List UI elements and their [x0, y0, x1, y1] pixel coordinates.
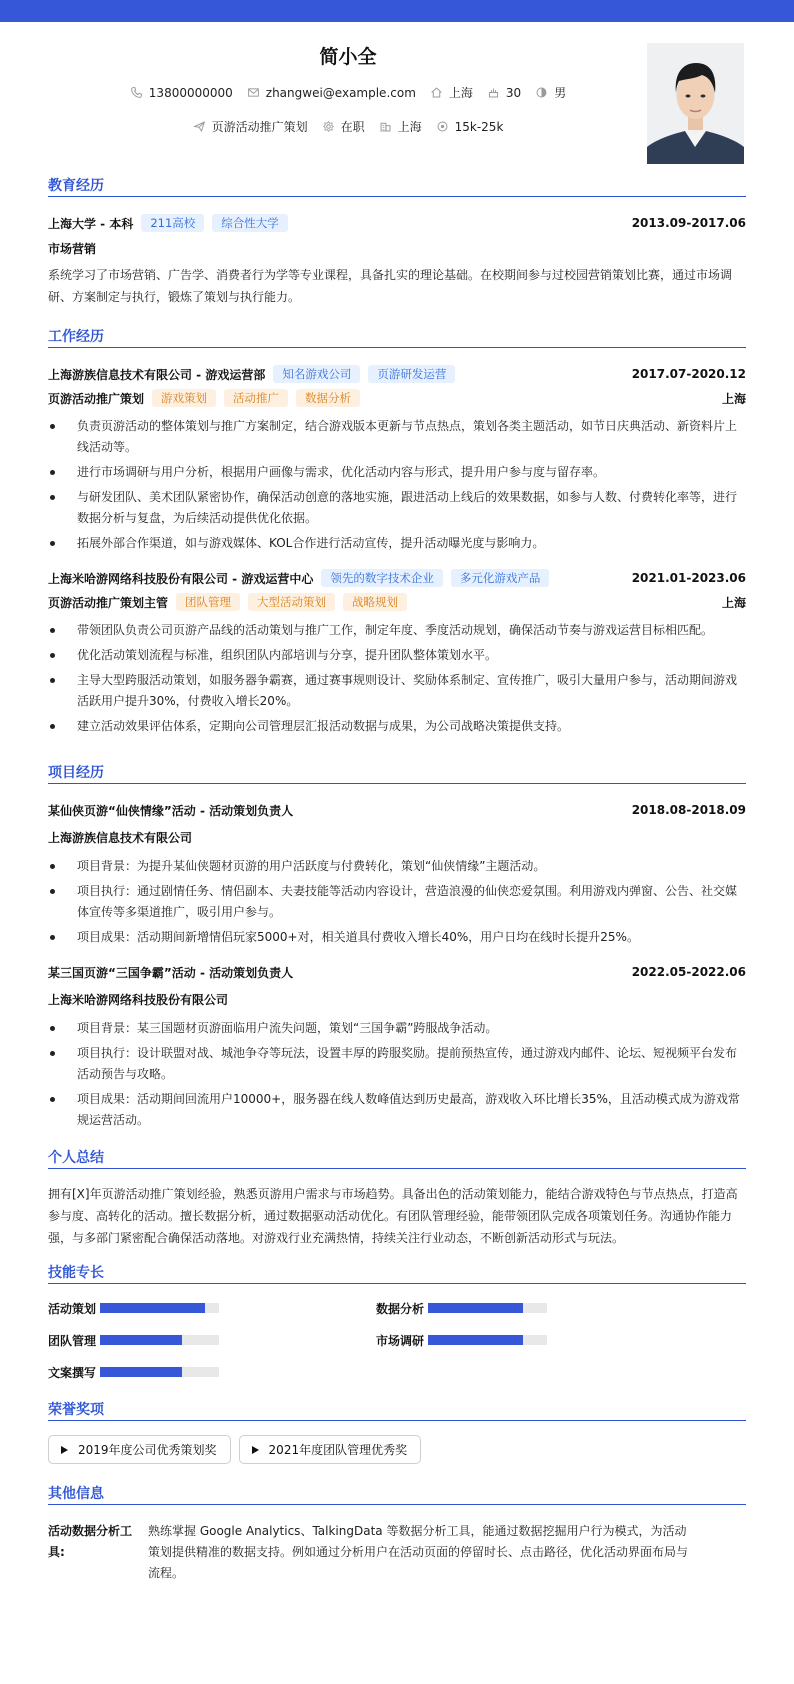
skill-bar: [428, 1303, 547, 1313]
intent-row: [48, 118, 648, 135]
award-item: [48, 1435, 231, 1464]
skill-fill: [100, 1303, 205, 1313]
gear-icon: [322, 120, 335, 133]
project-bullets: [48, 856, 746, 948]
list-item: 带领团队负责公司页游产品线的活动策划与推广工作，制定年度、季度活动规划，确保活动节奏与游戏运营目标相匹配。: [48, 620, 746, 641]
list-item: 项目背景：某三国题材页游面临用户流失问题，策划“三国争霸”跨服战争活动。: [48, 1018, 746, 1039]
education-title: 教育经历: [48, 175, 746, 197]
skill-bar: [100, 1303, 219, 1313]
company-tag: 多元化游戏产品: [451, 569, 550, 587]
email-item: [247, 86, 416, 100]
candidate-name: 简小全: [319, 46, 377, 68]
education-entry: [48, 211, 746, 308]
work-bullets: [48, 416, 746, 554]
gender-item: [535, 84, 566, 101]
company-tag: 领先的数字技术企业: [321, 569, 443, 587]
work-date: 2021.01-2023.06: [631, 571, 746, 585]
project-company: 上海米哈游网络科技股份有限公司: [48, 993, 229, 1007]
skill-item: [376, 1298, 547, 1318]
skills-section: [48, 1262, 746, 1394]
project-company: 上海游族信息技术有限公司: [48, 831, 193, 845]
skill-bar: [100, 1367, 219, 1377]
play-icon: [252, 1446, 259, 1454]
awards-title: 荣誉奖项: [48, 1399, 746, 1421]
mail-icon: [247, 86, 260, 99]
list-item: 进行市场调研与用户分析，根据用户画像与需求，优化活动内容与形式，提升用户参与度与留存率。: [48, 462, 746, 483]
list-item: 项目背景：为提升某仙侠题材页游的用户活跃度与付费转化，策划“仙侠情缘”主题活动。: [48, 856, 746, 877]
salary-item: [436, 120, 504, 134]
skill-item: [48, 1362, 219, 1382]
project-entry: [48, 960, 746, 1131]
location-text: 上海: [448, 86, 473, 100]
location-item: [430, 84, 473, 101]
status-text: 在职: [340, 120, 365, 134]
other-text: 熟练掌握 Google Analytics、TalkingData 等数据分析工具，能通过数据挖掘用户行为模式，为活动策划提供精准的数据支持。例如通过分析用户在活动页面的停留时长、点击路径，优化活动界面布局与流程。: [148, 1524, 689, 1580]
work-section: [48, 326, 746, 741]
project-name: 某仙侠页游“仙侠情缘”活动 - 活动策划负责人: [48, 803, 294, 818]
project-date: 2018.08-2018.09: [631, 803, 746, 817]
company-tag: 页游研发运营: [368, 365, 455, 383]
work-company-group: [48, 569, 549, 587]
work-position-group: [48, 389, 360, 407]
skill-label: 数据分析: [376, 1301, 425, 1316]
education-entry-head: [48, 211, 746, 235]
work-title: 工作经历: [48, 326, 746, 348]
building-icon: [379, 120, 392, 133]
work-city: 上海: [721, 595, 746, 610]
company-name: 上海游族信息技术有限公司 - 游戏运营部: [48, 367, 266, 382]
work-entry: [48, 362, 746, 554]
phone-text: 13800000000: [148, 85, 233, 100]
cake-icon: [487, 86, 500, 99]
awards-section: [48, 1399, 746, 1464]
project-name: 某三国页游“三国争霸”活动 - 活动策划负责人: [48, 965, 294, 980]
skill-fill: [428, 1335, 523, 1345]
school-tag: 211高校: [141, 214, 204, 232]
list-item: 项目成果：活动期间回流用户10000+，服务器在线人数峰值达到历史最高，游戏收入环比增长35%，且活动模式成为游戏常规运营活动。: [48, 1089, 746, 1131]
work-city: 上海: [721, 391, 746, 406]
skill-fill: [100, 1335, 182, 1345]
skill-label: 活动策划: [48, 1301, 97, 1316]
work-date: 2017.07-2020.12: [631, 367, 746, 381]
work-entry-head: [48, 566, 746, 590]
skill-tag: 大型活动策划: [248, 593, 335, 611]
position-name: 页游活动推广策划主管: [48, 595, 169, 610]
work-position-row: [48, 590, 746, 614]
phone-item: [130, 86, 233, 100]
skill-tag: 活动推广: [224, 389, 288, 407]
list-item: 优化活动策划流程与标准，组织团队内部培训与分享，提升团队整体策划水平。: [48, 645, 746, 666]
other-section: [48, 1483, 746, 1584]
summary-title: 个人总结: [48, 1147, 746, 1169]
other-title: 其他信息: [48, 1483, 746, 1505]
school-name: 上海大学 - 本科: [48, 216, 134, 231]
contact-row: [48, 84, 648, 101]
other-item: [48, 1521, 746, 1584]
resume-header: [48, 22, 746, 172]
send-icon: [193, 120, 206, 133]
list-item: 负责页游活动的整体策划与推广方案制定，结合游戏版本更新与节点热点，策划各类主题活动，如节日庆典活动、新资料片上线活动等。: [48, 416, 746, 458]
profile-photo: [647, 43, 744, 164]
coin-icon: [436, 120, 449, 133]
company-name: 上海米哈游网络科技股份有限公司 - 游戏运营中心: [48, 571, 314, 586]
award-label: 2021年度团队管理优秀奖: [268, 1443, 408, 1457]
salary-text: 15k-25k: [454, 119, 504, 134]
skill-tag: 团队管理: [176, 593, 240, 611]
position-name: 页游活动推广策划: [48, 391, 145, 406]
skills-title: 技能专长: [48, 1262, 746, 1284]
skill-fill: [428, 1303, 523, 1313]
skill-fill: [100, 1367, 182, 1377]
education-section: [48, 175, 746, 308]
awards-list: [48, 1435, 746, 1464]
education-date: 2013.09-2017.06: [631, 216, 746, 230]
user-icon: [535, 86, 548, 99]
work-entry-head: [48, 362, 746, 386]
list-item: 建立活动效果评估体系，定期向公司管理层汇报活动数据与成果，为公司战略决策提供支持。: [48, 716, 746, 737]
list-item: 拓展外部合作渠道，如与游戏媒体、KOL合作进行活动宣传，提升活动曝光度与影响力。: [48, 533, 746, 554]
email-text: zhangwei@example.com: [265, 85, 416, 100]
work-bullets: [48, 620, 746, 737]
top-accent-bar: [0, 0, 794, 22]
project-entry-head: [48, 960, 746, 984]
skill-bar: [100, 1335, 219, 1345]
education-school-group: [48, 214, 288, 232]
work-company-group: [48, 365, 455, 383]
gender-text: 男: [554, 86, 567, 100]
project-bullets: [48, 1018, 746, 1131]
other-label: 活动数据分析工具:: [48, 1524, 133, 1559]
target-city-item: [379, 118, 422, 135]
target-position-text: 页游活动推广策划: [211, 120, 308, 134]
skill-bar: [428, 1335, 547, 1345]
education-major: 市场营销: [48, 242, 97, 256]
skill-label: 文案撰写: [48, 1365, 97, 1380]
skill-item: [48, 1298, 219, 1318]
skill-item: [376, 1330, 547, 1350]
skill-tag: 数据分析: [296, 389, 360, 407]
list-item: 项目执行：设计联盟对战、城池争夺等玩法，设置丰厚的跨服奖励。提前预热宣传，通过游戏内邮件、论坛、短视频平台发布活动预告与攻略。: [48, 1043, 746, 1085]
age-text: 30: [505, 85, 522, 100]
list-item: 项目成果：活动期间新增情侣玩家5000+对，相关道具付费收入增长40%，用户日均在线时长提升25%。: [48, 927, 746, 948]
project-entry: [48, 798, 746, 948]
phone-icon: [130, 86, 143, 99]
list-item: 主导大型跨服活动策划，如服务器争霸赛，通过赛事规则设计、奖励体系制定、宣传推广，吸引大量用户参与，活动期间游戏活跃用户提升30%，付费收入增长20%。: [48, 670, 746, 712]
school-tag: 综合性大学: [212, 214, 288, 232]
award-item: [239, 1435, 422, 1464]
work-entry: [48, 566, 746, 737]
target-position-item: [193, 118, 308, 135]
skill-label: 团队管理: [48, 1333, 97, 1348]
status-item: [322, 118, 365, 135]
skill-item: [48, 1330, 219, 1350]
summary-section: [48, 1147, 746, 1249]
skills-grid: [48, 1298, 746, 1394]
list-item: 项目执行：通过剧情任务、情侣副本、夫妻技能等活动内容设计，营造浪漫的仙侠恋爱氛围。利用游戏内弹窗、公告、社交媒体宣传等多渠道推广，吸引用户参与。: [48, 881, 746, 923]
project-date: 2022.05-2022.06: [631, 965, 746, 979]
award-label: 2019年度公司优秀策划奖: [78, 1443, 217, 1457]
projects-section: [48, 762, 746, 1135]
work-position-row: [48, 386, 746, 410]
summary-text: 拥有[X]年页游活动推广策划经验，熟悉页游用户需求与市场趋势。具备出色的活动策划能力，能结合游戏特色与节点热点，打造高参与度、高转化的活动。擅长数据分析，通过数据驱动活动优化。有团队管理经验，能带领团队完成各项策划任务。沟通协作能力强，与多部门紧密配合确保活动落地。对游戏行业充满热情，持续关注行业动态，不断创新活动形式与玩法。: [48, 1187, 738, 1245]
work-position-group: [48, 593, 407, 611]
target-city-text: 上海: [397, 120, 422, 134]
skill-tag: 战略规划: [343, 593, 407, 611]
education-description: 系统学习了市场营销、广告学、消费者行为学等专业课程，具备扎实的理论基础。在校期间参与过校园营销策划比赛，通过市场调研、方案制定与执行，锻炼了策划与执行能力。: [48, 268, 733, 304]
age-item: [487, 86, 521, 100]
avatar-portrait: [647, 43, 744, 164]
company-tag: 知名游戏公司: [273, 365, 360, 383]
skill-tag: 游戏策划: [152, 389, 216, 407]
list-item: 与研发团队、美术团队紧密协作，确保活动创意的落地实施，跟进活动上线后的效果数据，如参与人数、付费转化率等，进行数据分析与复盘，为后续活动提供优化依据。: [48, 487, 746, 529]
skill-label: 市场调研: [376, 1333, 425, 1348]
project-entry-head: [48, 798, 746, 822]
play-icon: [61, 1446, 68, 1454]
projects-title: 项目经历: [48, 762, 746, 784]
home-icon: [430, 86, 443, 99]
